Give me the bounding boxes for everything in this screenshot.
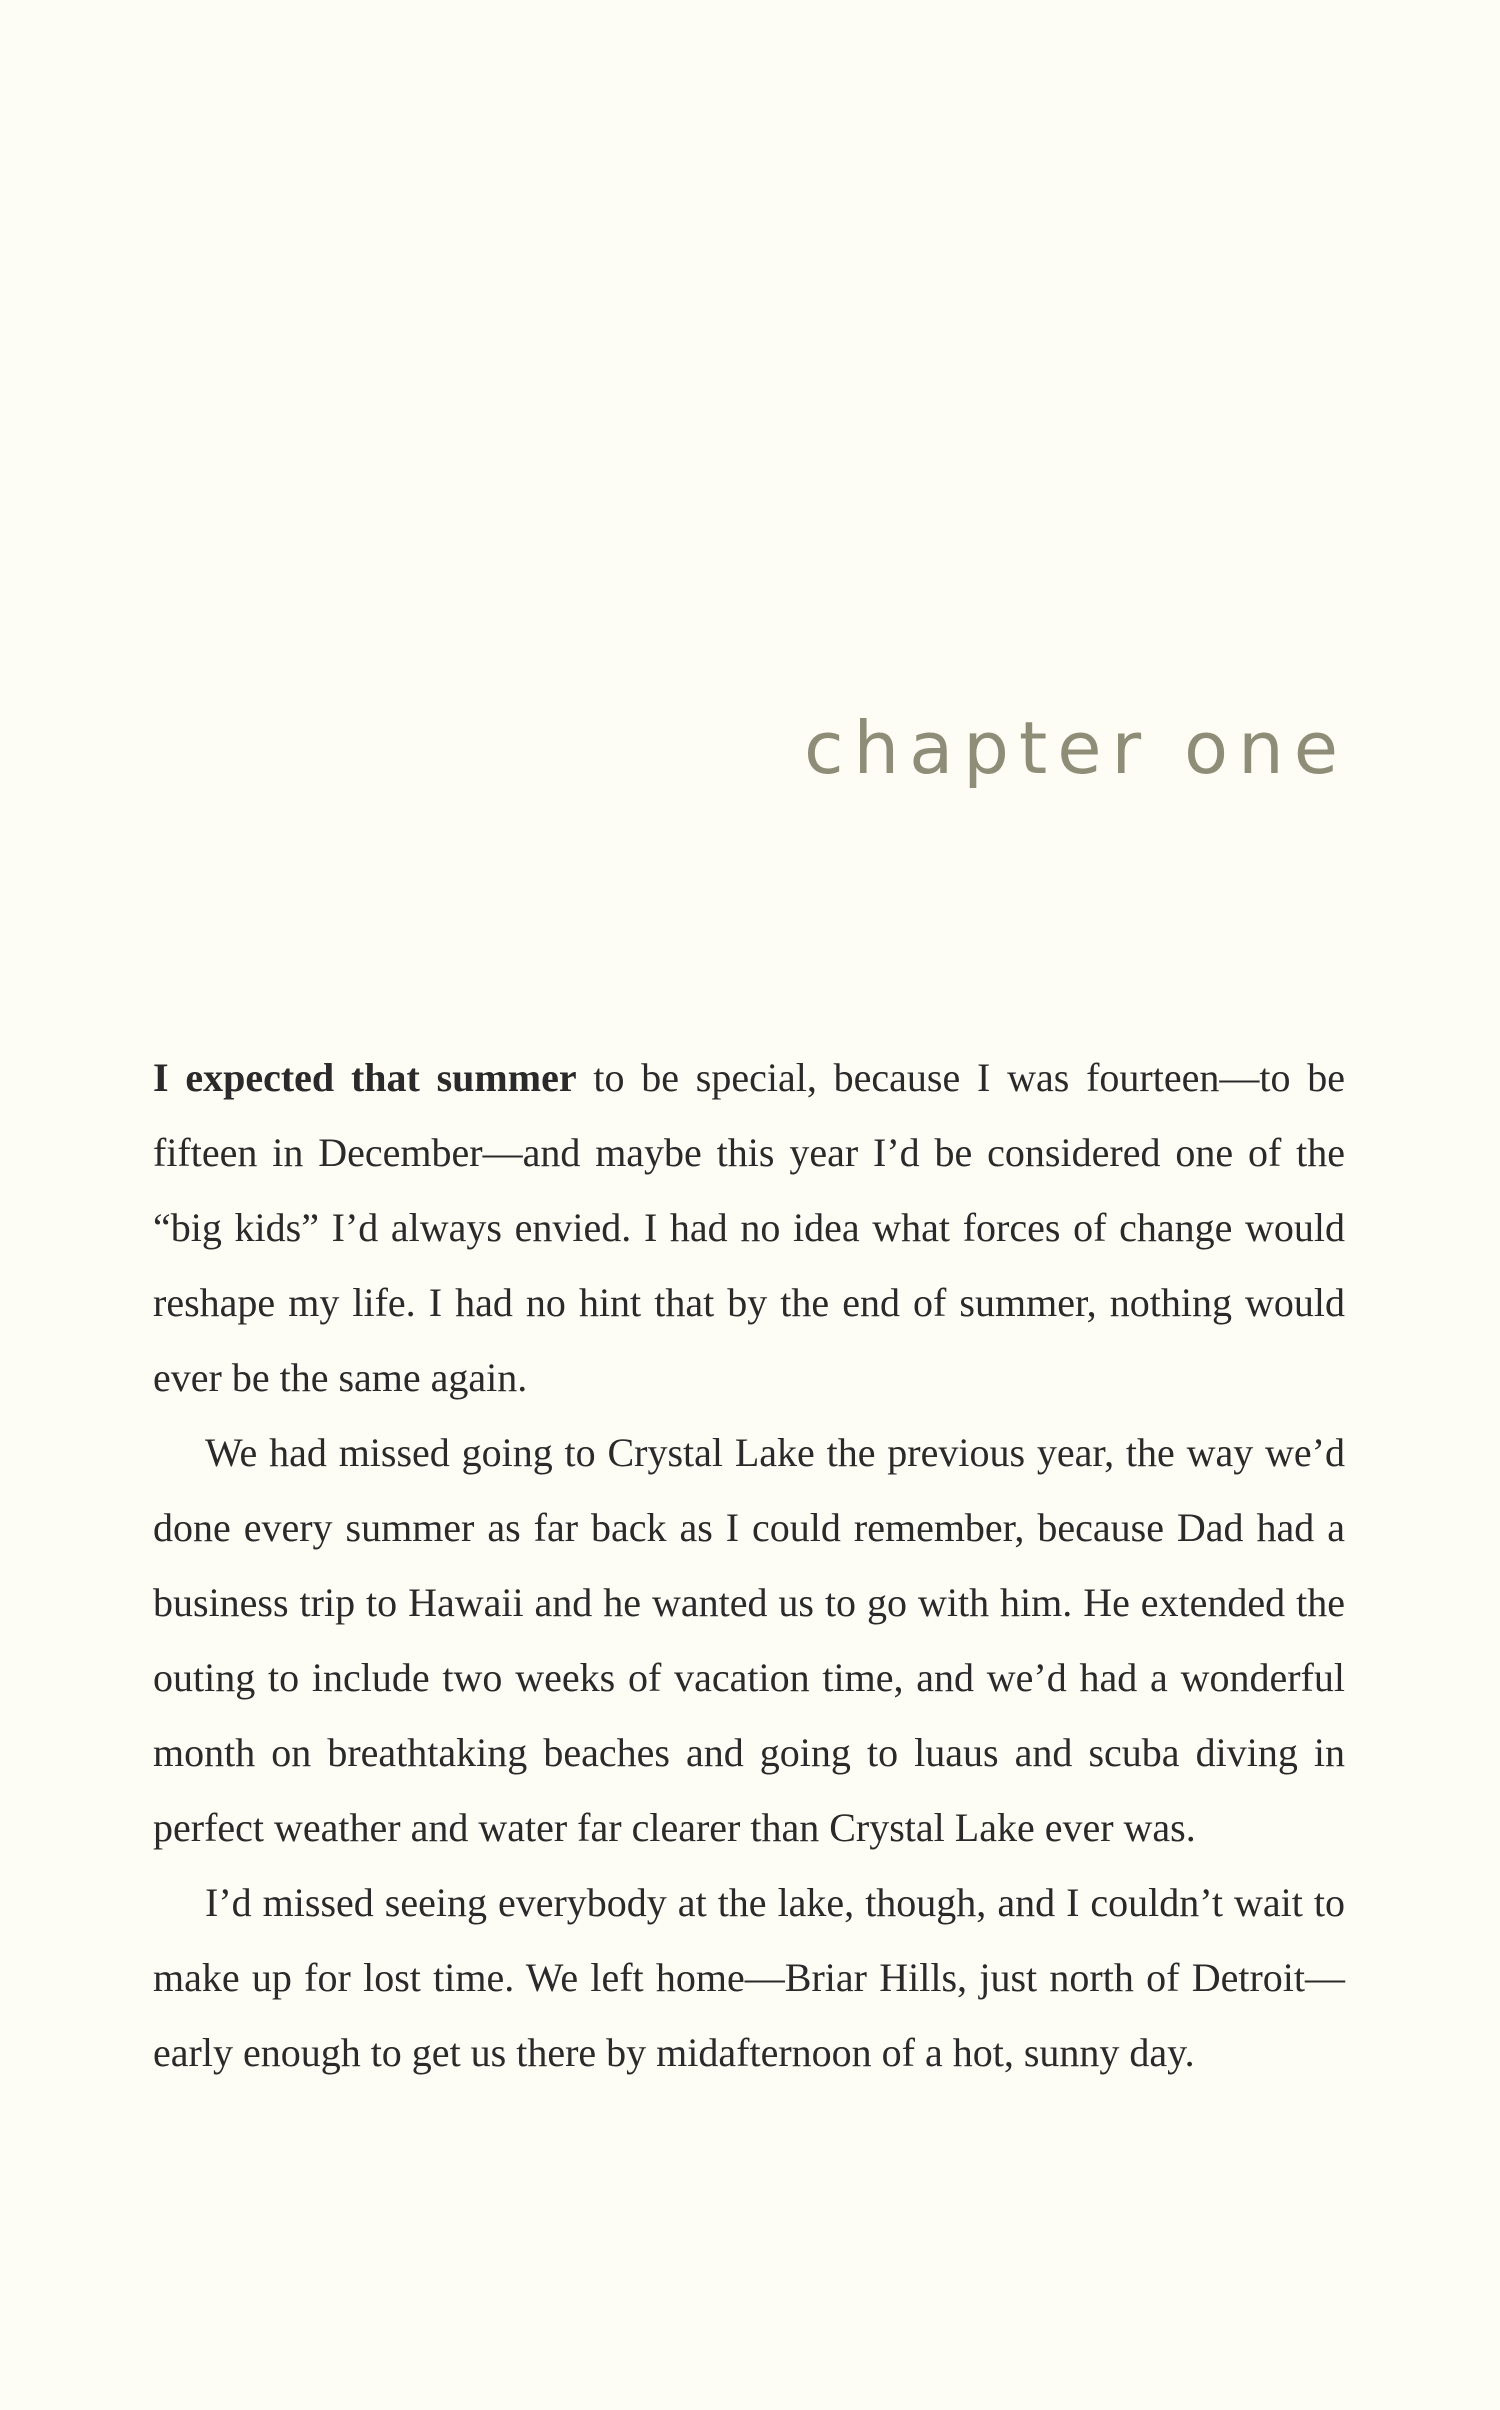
chapter-title: chapter one <box>803 706 1348 790</box>
paragraph-3: I’d missed seeing everybody at the lake, though, and I couldn’t wait to make up for lost time. We left home—Briar Hills, just north of Detroit—early enough to get us there by midafternoon of a hot, sunny day. <box>153 1880 1345 2075</box>
lead-in-phrase: I expected that summer <box>153 1055 577 1100</box>
paragraph-1-text: to be special, because I was fourteen—to be fifteen in December—and maybe this year I’d be considered one of the “big kids” I’d always envied. I had no idea what forces of change would reshape my life. I had no hint that by the end of summer, nothing would ever be the same again. <box>153 1055 1345 1400</box>
paragraph-1 <box>153 1040 1345 1415</box>
paragraph-2: We had missed going to Crystal Lake the previous year, the way we’d done every summer as far back as I could remember, because Dad had a business trip to Hawaii and he wanted us to go with him. He extended the outing to include two weeks of vacation time, and we’d had a wonderful month on breathtaking beaches and going to luaus and scuba diving in perfect weather and water far clearer than Crystal Lake ever was. <box>153 1430 1345 1850</box>
chapter-body <box>153 1040 1345 2090</box>
